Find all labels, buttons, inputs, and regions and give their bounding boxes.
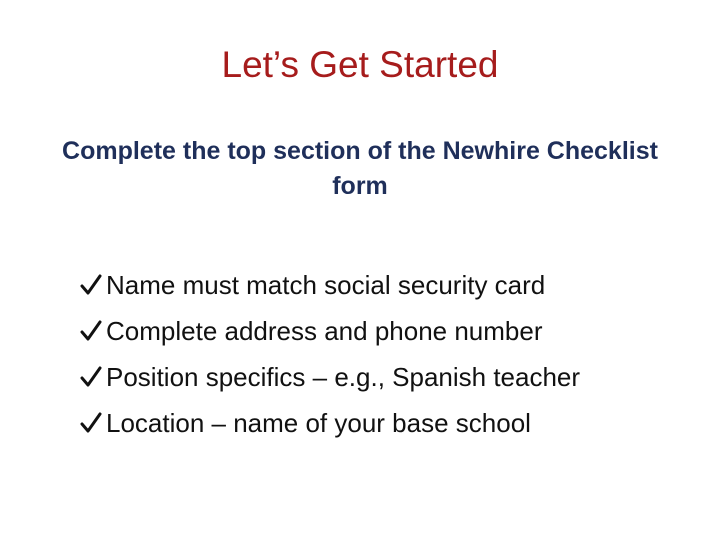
checkmark-icon bbox=[80, 410, 102, 436]
slide-title: Let’s Get Started bbox=[221, 44, 499, 85]
bullet-item bbox=[80, 308, 700, 354]
bullet-item bbox=[80, 262, 700, 308]
bullet-text: Position specifics – e.g., Spanish teacher bbox=[106, 361, 581, 392]
bullet-text: Location – name of your base school bbox=[106, 407, 531, 438]
checkmark-icon bbox=[80, 318, 102, 344]
bullet-item bbox=[80, 354, 700, 400]
bullet-text: Name must match social security card bbox=[106, 269, 546, 300]
bullet-text: Complete address and phone number bbox=[106, 315, 543, 346]
slide-subtitle: Complete the top section of the Newhire Checklist form bbox=[62, 137, 658, 200]
bullet-item bbox=[80, 400, 700, 446]
checkmark-icon bbox=[80, 272, 102, 298]
bullet-list bbox=[80, 262, 700, 446]
checkmark-icon bbox=[80, 364, 102, 390]
